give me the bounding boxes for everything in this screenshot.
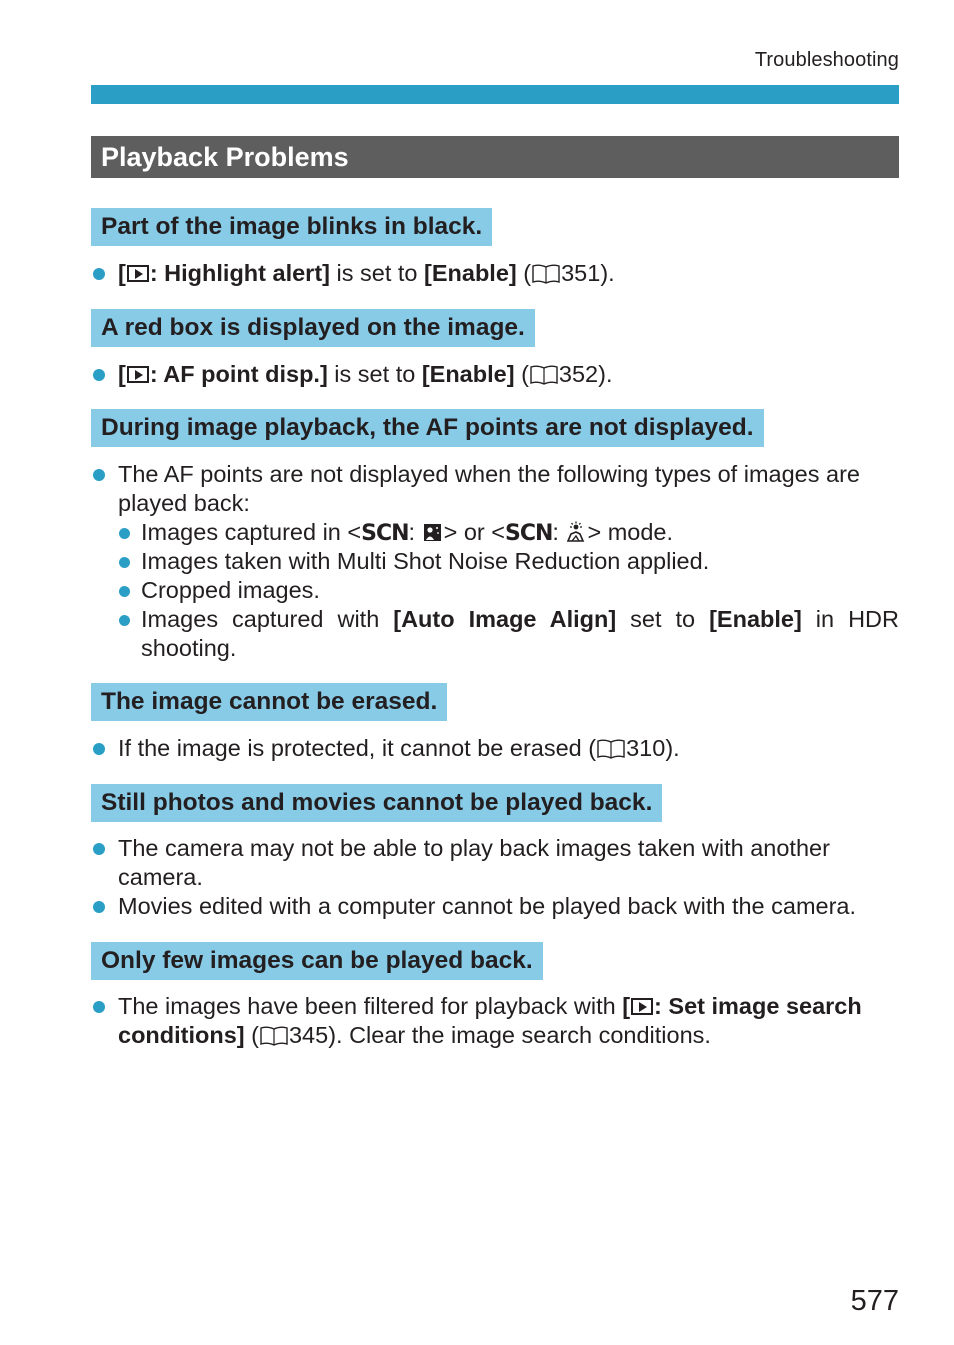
bullet-icon (93, 743, 105, 755)
playback-icon (127, 366, 149, 383)
problem-heading: Still photos and movies cannot be played back. (91, 784, 662, 822)
page-reference-book-icon (531, 263, 561, 284)
problem-heading: During image playback, the AF points are not displayed. (91, 409, 764, 447)
playback-icon (127, 265, 149, 282)
bullet-icon (93, 1001, 105, 1013)
sub-list-item: Images taken with Multi Shot Noise Reduction applied. (141, 547, 899, 576)
sub-list-item: Images captured in <SCN: > or <SCN: > mode. (141, 518, 899, 548)
bullet-icon (93, 369, 105, 381)
bullet-icon (119, 586, 130, 597)
list-item: The AF points are not displayed when the following types of images are played back: (118, 460, 899, 518)
list-item: [ : AF point disp.] is set to [Enable] ( 352). (118, 360, 899, 389)
list-item: Movies edited with a computer cannot be played back with the camera. (118, 892, 899, 921)
section-title: Playback Problems (91, 136, 899, 178)
page-number: 577 (850, 1285, 899, 1317)
list-item: The images have been filtered for playback with [ : Set image search conditions] ( 345). Clear the image search conditions. (118, 992, 899, 1050)
list-item: If the image is protected, it cannot be erased ( 310). (118, 734, 899, 763)
problem-heading: Only few images can be played back. (91, 942, 543, 980)
playback-icon (631, 998, 653, 1015)
list-item: [ : Highlight alert] is set to [Enable] ( 351). (118, 259, 899, 288)
bullet-icon (93, 901, 105, 913)
page-reference-book-icon (596, 738, 626, 759)
sub-list-item: Cropped images. (141, 576, 899, 605)
bullet-icon (93, 268, 105, 280)
bullet-icon (119, 528, 130, 539)
bullet-icon (93, 469, 105, 481)
problem-heading: Part of the image blinks in black. (91, 208, 492, 246)
handheld-night-scene-mode-icon (565, 521, 587, 543)
running-header: Troubleshooting (754, 49, 899, 71)
page-reference-book-icon (529, 364, 559, 385)
page-reference-book-icon (259, 1025, 289, 1046)
bullet-icon (119, 615, 130, 626)
bullet-icon (119, 557, 130, 568)
problem-heading: The image cannot be erased. (91, 683, 447, 721)
sub-list-item: Images captured with [Auto Image Align] set to [Enable] in HDR shooting. (141, 605, 899, 663)
list-item: The camera may not be able to play back images taken with another camera. (118, 834, 899, 892)
night-portrait-mode-icon (422, 521, 444, 543)
bullet-icon (93, 843, 105, 855)
header-accent-bar (91, 85, 899, 104)
problem-heading: A red box is displayed on the image. (91, 309, 535, 347)
